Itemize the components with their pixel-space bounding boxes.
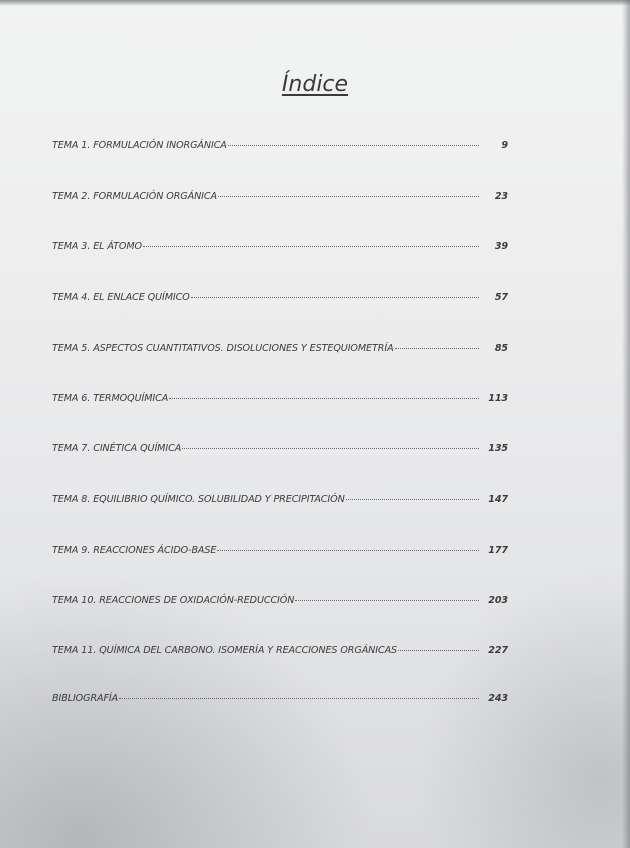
toc-entry: [52, 693, 508, 704]
toc-entry-label: TEMA 2. FORMULACIÓN ORGÁNICA: [52, 191, 217, 202]
toc-entry-label: BIBLIOGRAFÍA: [52, 693, 119, 704]
toc-entry-page: 23: [494, 191, 508, 202]
toc-entry: [52, 443, 508, 454]
toc-entry-page: 227: [488, 645, 508, 656]
toc-entry-page: 147: [488, 494, 508, 505]
dot-leader: [295, 600, 479, 601]
toc-entry-label: TEMA 5. ASPECTOS CUANTITATIVOS. DISOLUCIONES Y ESTEQUIOMETRÍA: [52, 343, 394, 354]
toc-entry-page: 113: [488, 393, 508, 404]
toc-entry: [52, 292, 508, 303]
toc-entry-label: TEMA 1. FORMULACIÓN INORGÁNICA: [52, 140, 227, 151]
dot-leader: [169, 398, 479, 399]
toc-entry-label: TEMA 7. CINÉTICA QUÍMICA: [52, 443, 182, 454]
toc-entry-page: 85: [494, 343, 508, 354]
toc-entry-page: 57: [494, 292, 508, 303]
toc-entry-label: TEMA 11. QUÍMICA DEL CARBONO. ISOMERÍA Y REACCIONES ORGÁNICAS: [52, 645, 398, 656]
toc-entry: [52, 191, 508, 202]
toc-entry: [52, 545, 508, 556]
dot-leader: [228, 145, 479, 146]
toc-entry-page: 177: [488, 545, 508, 556]
dot-leader: [218, 196, 479, 197]
toc-entry-label: TEMA 10. REACCIONES DE OXIDACIÓN-REDUCCIÓN: [52, 595, 295, 606]
toc-entry-page: 39: [494, 241, 508, 252]
toc-entry: [52, 241, 508, 252]
dot-leader: [191, 297, 479, 298]
toc-entry-label: TEMA 6. TERMOQUÍMICA: [52, 393, 169, 404]
toc-entry-page: 135: [488, 443, 508, 454]
dot-leader: [217, 550, 479, 551]
toc-entry-page: 243: [488, 693, 508, 704]
toc-entry: [52, 595, 508, 606]
dot-leader: [346, 499, 479, 500]
toc-entry-page: 203: [488, 595, 508, 606]
dot-leader: [398, 650, 479, 651]
dot-leader: [143, 246, 479, 247]
toc-entry: [52, 393, 508, 404]
toc-entry-page: 9: [501, 140, 508, 151]
dot-leader: [395, 348, 479, 349]
dot-leader: [119, 698, 479, 699]
table-of-contents: [52, 0, 508, 848]
toc-entry-label: TEMA 3. EL ÁTOMO: [52, 241, 142, 252]
toc-entry-label: TEMA 4. EL ENLACE QUÍMICO: [52, 292, 190, 303]
toc-entry: [52, 645, 508, 656]
dot-leader: [182, 448, 479, 449]
toc-entry-label: TEMA 8. EQUILIBRIO QUÍMICO. SOLUBILIDAD Y PRECIPITACIÓN: [52, 494, 345, 505]
toc-entry: [52, 140, 508, 151]
toc-entry-label: TEMA 9. REACCIONES ÁCIDO-BASE: [52, 545, 217, 556]
toc-entry: [52, 494, 508, 505]
title-text: Índice: [281, 72, 349, 97]
toc-entry: [52, 343, 508, 354]
